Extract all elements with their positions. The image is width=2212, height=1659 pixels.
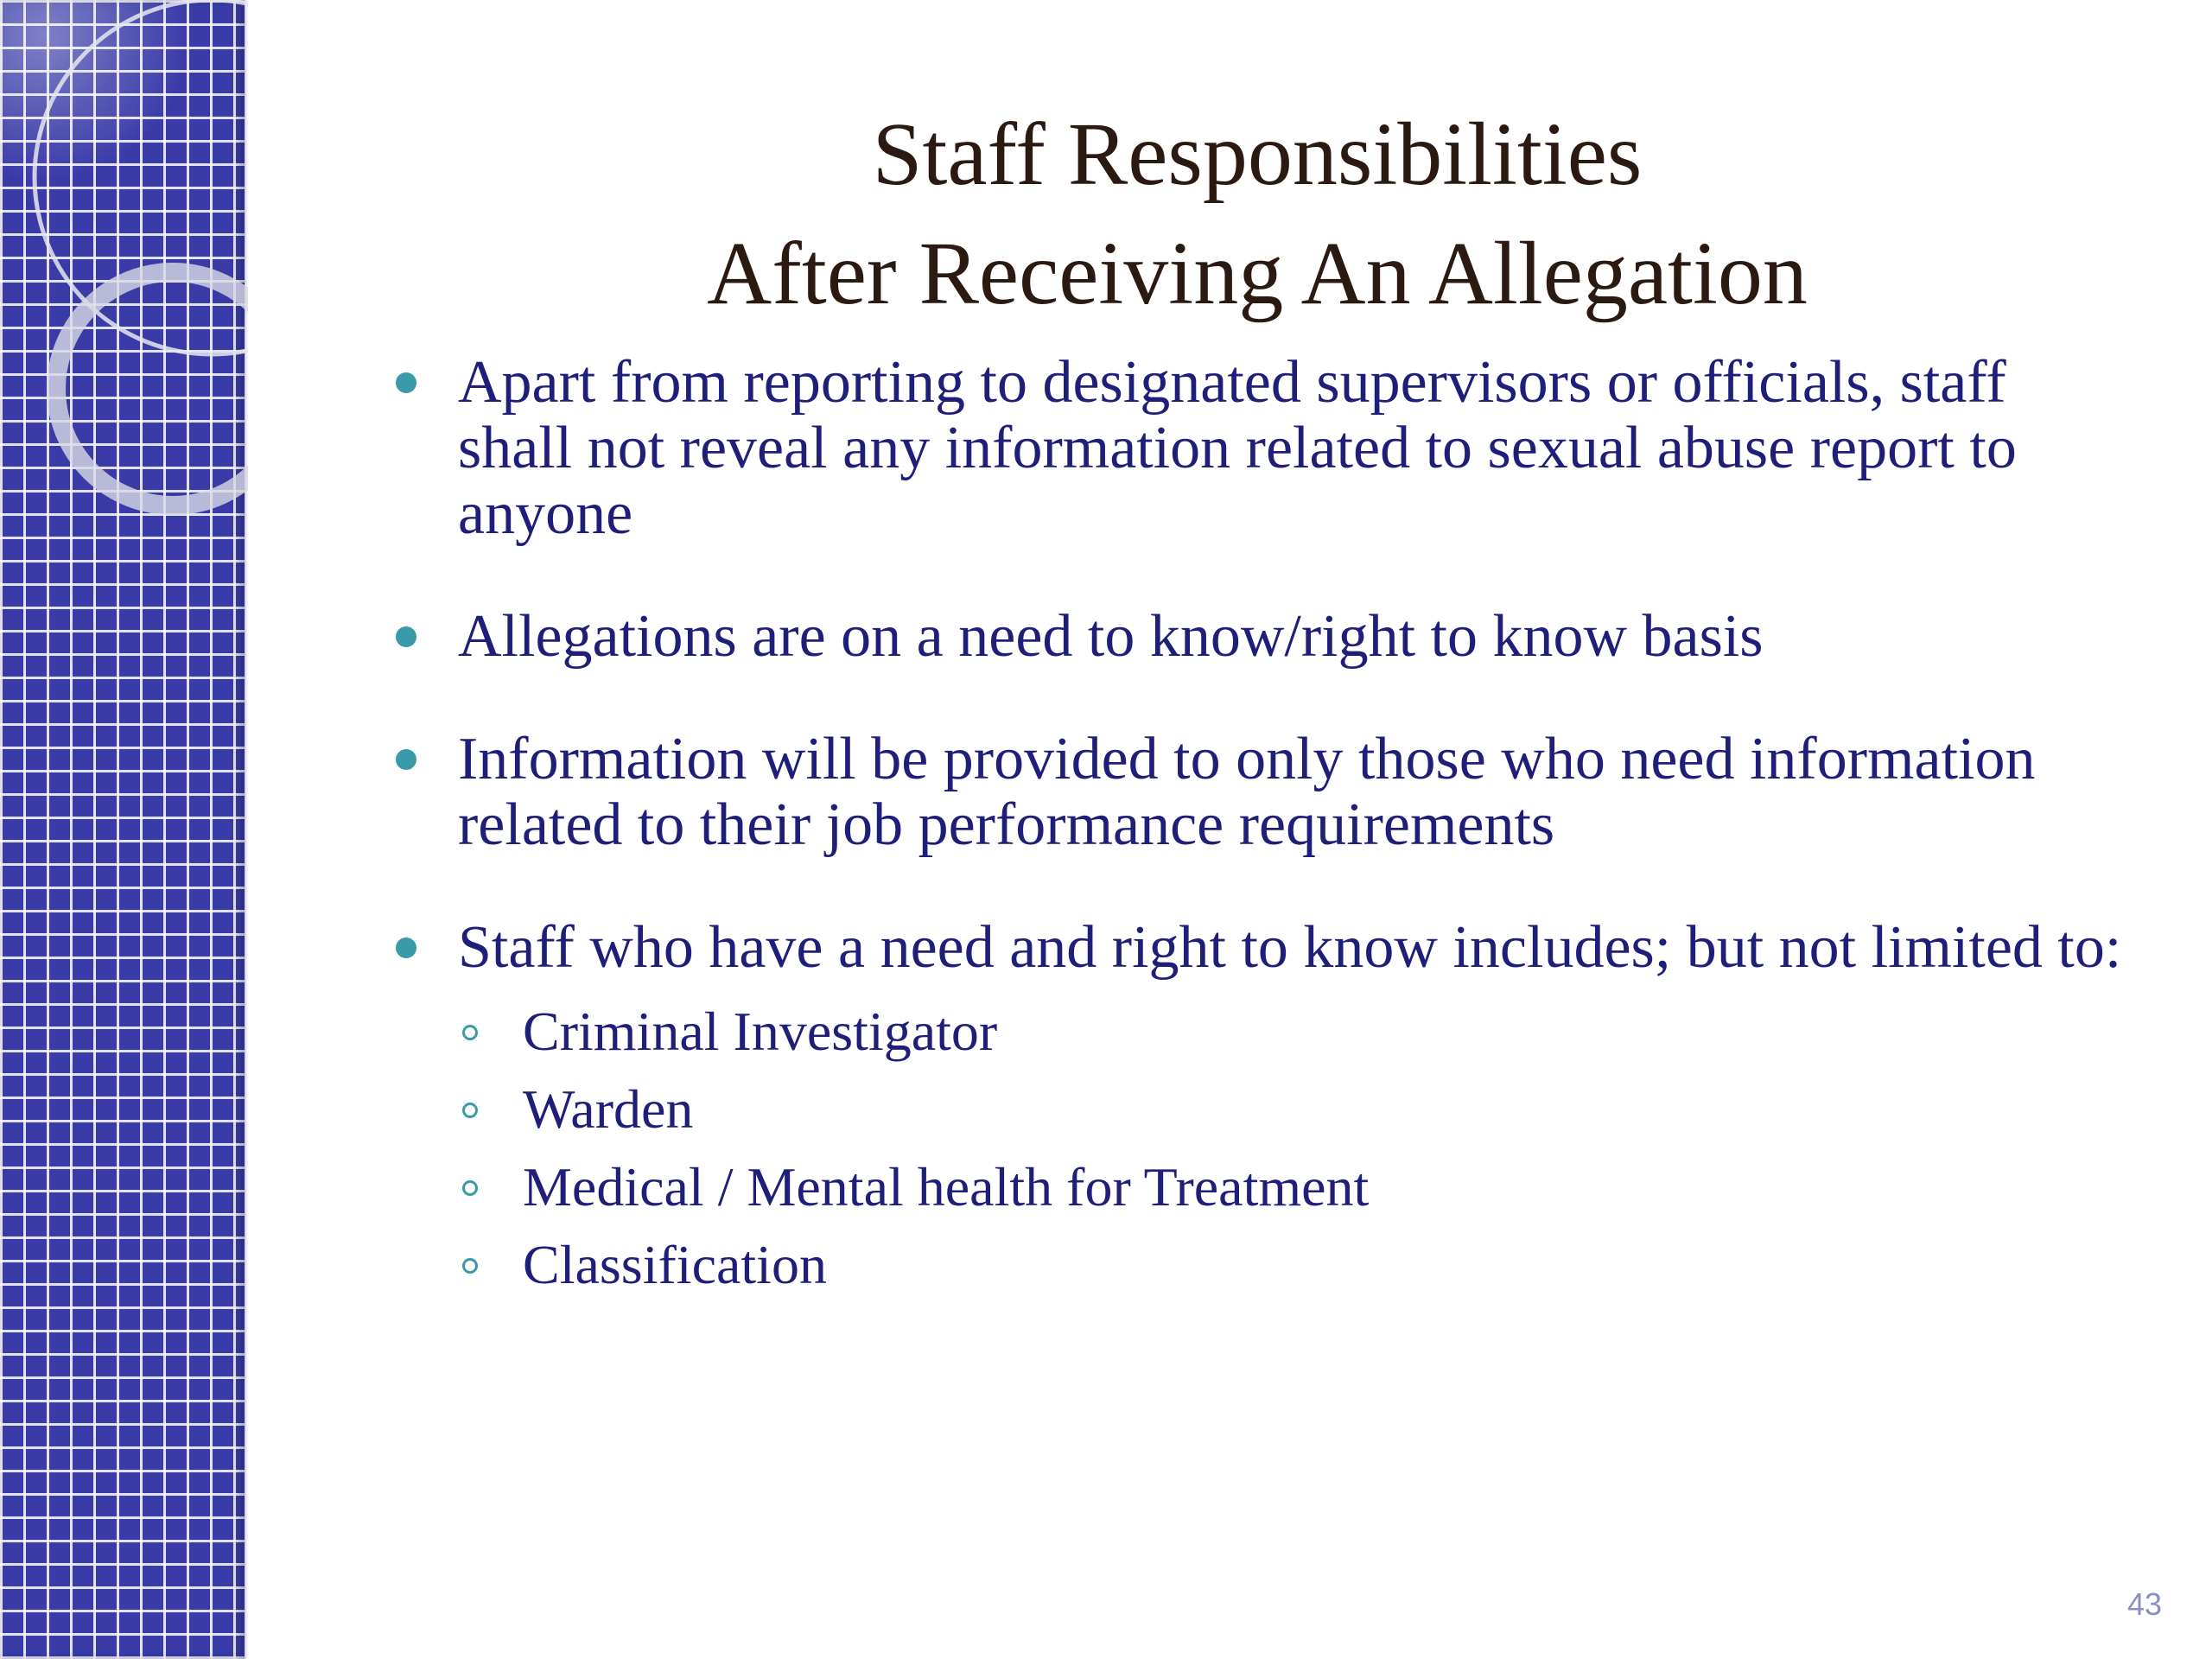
hollow-bullet-icon xyxy=(462,1103,478,1118)
sub-bullet-item xyxy=(458,1226,2126,1304)
decorative-rings-icon xyxy=(0,0,248,553)
sub-bullet-item xyxy=(458,1071,2126,1148)
hollow-bullet-icon xyxy=(462,1258,478,1274)
sub-bullet-text: Medical / Mental health for Treatment xyxy=(523,1156,1370,1217)
slide-title xyxy=(553,95,1961,334)
title-line-2: After Receiving An Allegation xyxy=(707,224,1808,323)
bullet-item xyxy=(380,727,2126,858)
bullet-item xyxy=(380,350,2126,547)
slide-body xyxy=(380,350,2126,1361)
bullet-text: Information will be provided to only those who need information related to their job performance requirements xyxy=(458,726,2036,858)
hollow-bullet-icon xyxy=(462,1025,478,1040)
sub-bullet-text: Classification xyxy=(523,1234,827,1295)
bullet-item xyxy=(380,604,2126,670)
sub-bullet-text: Criminal Investigator xyxy=(523,1001,998,1062)
title-line-1: Staff Responsibilities xyxy=(872,105,1643,204)
bullet-dot-icon xyxy=(396,749,416,770)
bullet-text: Staff who have a need and right to know includes; but not limited to: xyxy=(458,914,2122,981)
sub-bullet-list xyxy=(458,993,2126,1304)
bullet-dot-icon xyxy=(396,938,416,958)
sub-bullet-item xyxy=(458,1148,2126,1226)
sub-bullet-text: Warden xyxy=(523,1078,694,1140)
bullet-dot-icon xyxy=(396,372,416,393)
sub-bullet-item xyxy=(458,993,2126,1071)
bullet-text: Apart from reporting to designated supervisors or officials, staff shall not reveal any information related to sexual abuse report to anyone xyxy=(458,349,2017,547)
hollow-bullet-icon xyxy=(462,1180,478,1196)
bullet-item xyxy=(380,915,2126,1304)
bullet-dot-icon xyxy=(396,626,416,647)
bullet-text: Allegations are on a need to know/right to know basis xyxy=(458,603,1764,670)
bullet-list xyxy=(380,350,2126,1304)
page-number: 43 xyxy=(2126,1586,2162,1622)
